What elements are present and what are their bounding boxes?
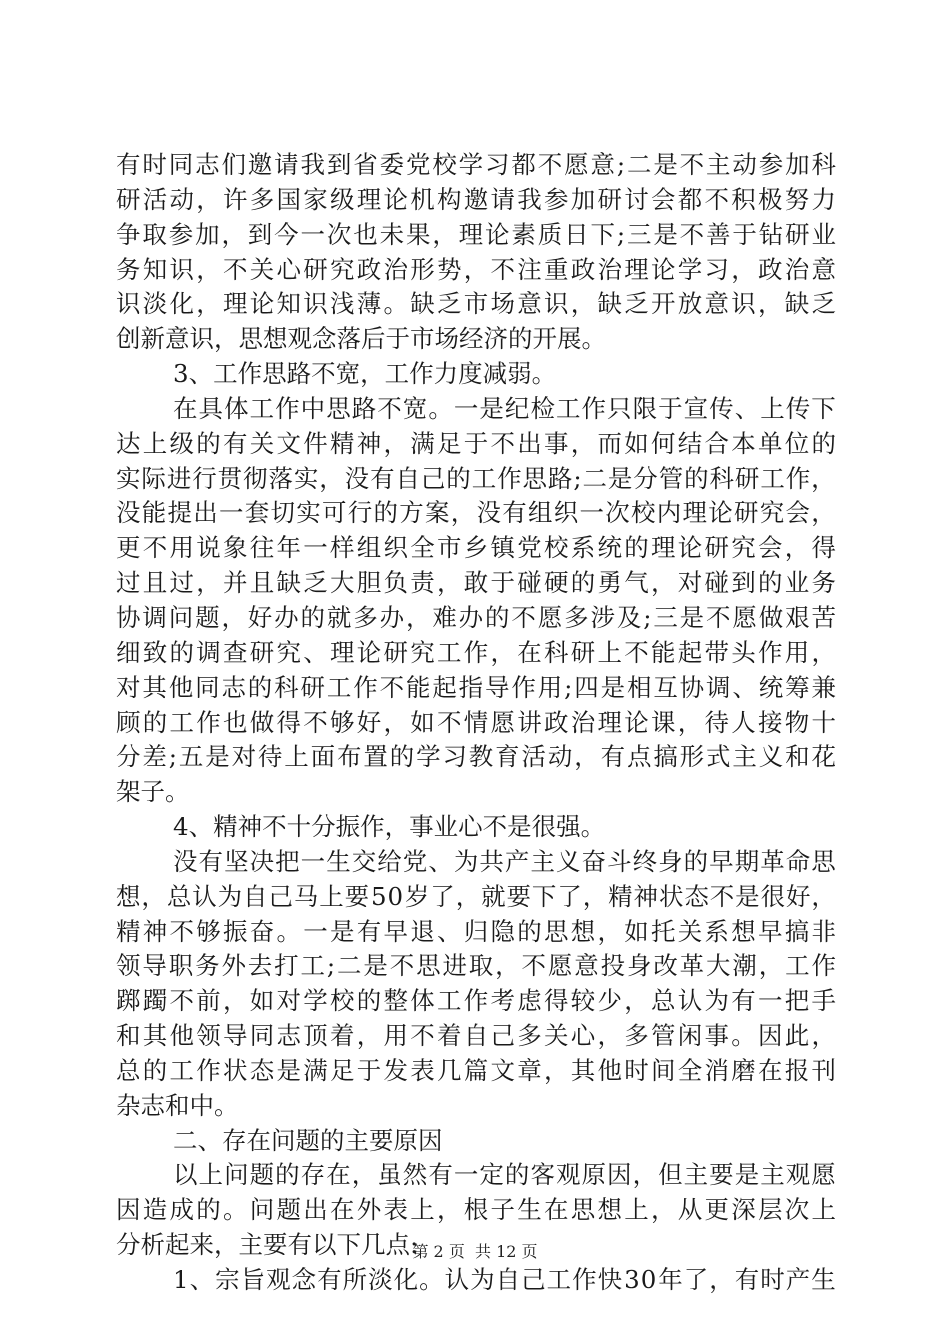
text-line: 在 具 体 工 作 中 思 路 不 宽 。 一 是 纪 检 工 作 只 限 于 宣 传 、 上 传 下 bbox=[173, 393, 836, 423]
text-line: 架子。 bbox=[116, 777, 190, 807]
text-line: 4、精神不十分振作，事业心不是很强。 bbox=[173, 812, 606, 842]
text-line: 务 知 识 ， 不 关 心 研 究 政 治 形 势 ， 不 注 重 政 治 理 论 学 习 ， 政 治 意 bbox=[116, 254, 836, 284]
text-line: 有 时 同 志 们 邀 请 我 到 省 委 党 校 学 习 都 不 愿 意 ; 二 是 不 主 动 参 加 科 bbox=[116, 150, 836, 179]
text-line: 分析起来，主要有以下几点: bbox=[116, 1230, 419, 1260]
page-number-label: 第 2 页 共 12 页 bbox=[412, 1242, 538, 1261]
text-line: 协 调 问 题 ， 好 办 的 就 多 办 ， 难 办 的 不 愿 多 涉 及 ; 三 是 不 愿 做 艰 苦 bbox=[116, 602, 836, 632]
text-line: 二、存在问题的主要原因 bbox=[173, 1125, 443, 1155]
text-line: 争 取 参 加 ， 到 今 一 次 也 未 果 ， 理 论 素 质 日 下 ; 三 是 不 善 于 钻 研 业 bbox=[116, 219, 836, 249]
text-line: 和 其 他 领 导 同 志 顶 着 ， 用 不 着 自 己 多 关 心 ， 多 管 闲 事 。 因 此 ， bbox=[116, 1021, 836, 1051]
text-line: 1 、 宗 旨 观 念 有 所 淡 化 。 认 为 自 己 工 作 快 3 0 年 了 ， 有 时 产 生 bbox=[173, 1265, 836, 1294]
document-body bbox=[116, 148, 836, 1298]
text-line: 细 致 的 调 查 研 究 、 理 论 研 究 工 作 ， 在 科 研 上 不 能 起 带 头 作 用 ， bbox=[116, 637, 836, 667]
text-line: 识 淡 化 ， 理 论 知 识 浅 薄 。 缺 乏 市 场 意 识 ， 缺 乏 开 放 意 识 ， 缺 乏 bbox=[116, 289, 836, 319]
text-line: 实 际 进 行 贯 彻 落 实 ， 没 有 自 己 的 工 作 思 路 ; 二 是 分 管 的 科 研 工 作 ， bbox=[116, 463, 836, 493]
text-line: 3、工作思路不宽，工作力度减弱。 bbox=[173, 359, 557, 389]
text-line: 想 ， 总 认 为 自 己 马 上 要 5 0 岁 了 ， 就 要 下 了 ， 精 神 状 态 不 是 很 好 ， bbox=[116, 881, 836, 911]
text-line: 杂志和中。 bbox=[116, 1090, 239, 1120]
text-line: 因 造 成 的 。 问 题 出 在 外 表 上 ， 根 子 生 在 思 想 上 ， 从 更 深 层 次 上 bbox=[116, 1195, 836, 1225]
text-line: 分 差 ; 五 是 对 待 上 面 布 置 的 学 习 教 育 活 动 ， 有 点 搞 形 式 主 义 和 花 bbox=[116, 742, 836, 772]
text-line: 更 不 用 说 象 往 年 一 样 组 织 全 市 乡 镇 党 校 系 统 的 理 论 研 究 会 ， 得 bbox=[116, 533, 836, 563]
text-line: 顾 的 工 作 也 做 得 不 够 好 ， 如 不 情 愿 讲 政 治 理 论 课 ， 待 人 接 物 十 bbox=[116, 707, 836, 737]
text-line: 对 其 他 同 志 的 科 研 工 作 不 能 起 指 导 作 用 ; 四 是 相 互 协 调 、 统 筹 兼 bbox=[116, 672, 836, 702]
text-line: 没 能 提 出 一 套 切 实 可 行 的 方 案 ， 没 有 组 织 一 次 校 内 理 论 研 究 会 ， bbox=[116, 498, 836, 528]
text-line: 达 上 级 的 有 关 文 件 精 神 ， 满 足 于 不 出 事 ， 而 如 何 结 合 本 单 位 的 bbox=[116, 428, 836, 458]
text-line: 精 神 不 够 振 奋 。 一 是 有 早 退 、 归 隐 的 思 想 ， 如 托 关 系 想 早 搞 非 bbox=[116, 916, 836, 946]
text-line: 踯 躅 不 前 ， 如 对 学 校 的 整 体 工 作 考 虑 得 较 少 ， 总 认 为 有 一 把 手 bbox=[116, 986, 836, 1016]
text-line: 以 上 问 题 的 存 在 ， 虽 然 有 一 定 的 客 观 原 因 ， 但 主 要 是 主 观 愿 bbox=[173, 1160, 836, 1190]
text-line: 总 的 工 作 状 态 是 满 足 于 发 表 几 篇 文 章 ， 其 他 时 间 全 消 磨 在 报 刊 bbox=[116, 1055, 836, 1085]
page-footer bbox=[0, 1239, 950, 1262]
text-line: 领 导 职 务 外 去 打 工 ; 二 是 不 思 进 取 ， 不 愿 意 投 身 改 革 大 潮 ， 工 作 bbox=[116, 951, 836, 981]
text-line: 过 且 过 ， 并 且 缺 乏 大 胆 负 责 ， 敢 于 碰 硬 的 勇 气 ， 对 碰 到 的 业 务 bbox=[116, 568, 836, 598]
text-line: 创新意识，思想观念落后于市场经济的开展。 bbox=[116, 324, 606, 354]
text-line: 没 有 坚 决 把 一 生 交 给 党 、 为 共 产 主 义 奋 斗 终 身 的 早 期 革 命 思 bbox=[173, 846, 836, 876]
text-line: 研 活 动 ， 许 多 国 家 级 理 论 机 构 邀 请 我 参 加 研 讨 会 都 不 积 极 努 力 bbox=[116, 184, 836, 214]
